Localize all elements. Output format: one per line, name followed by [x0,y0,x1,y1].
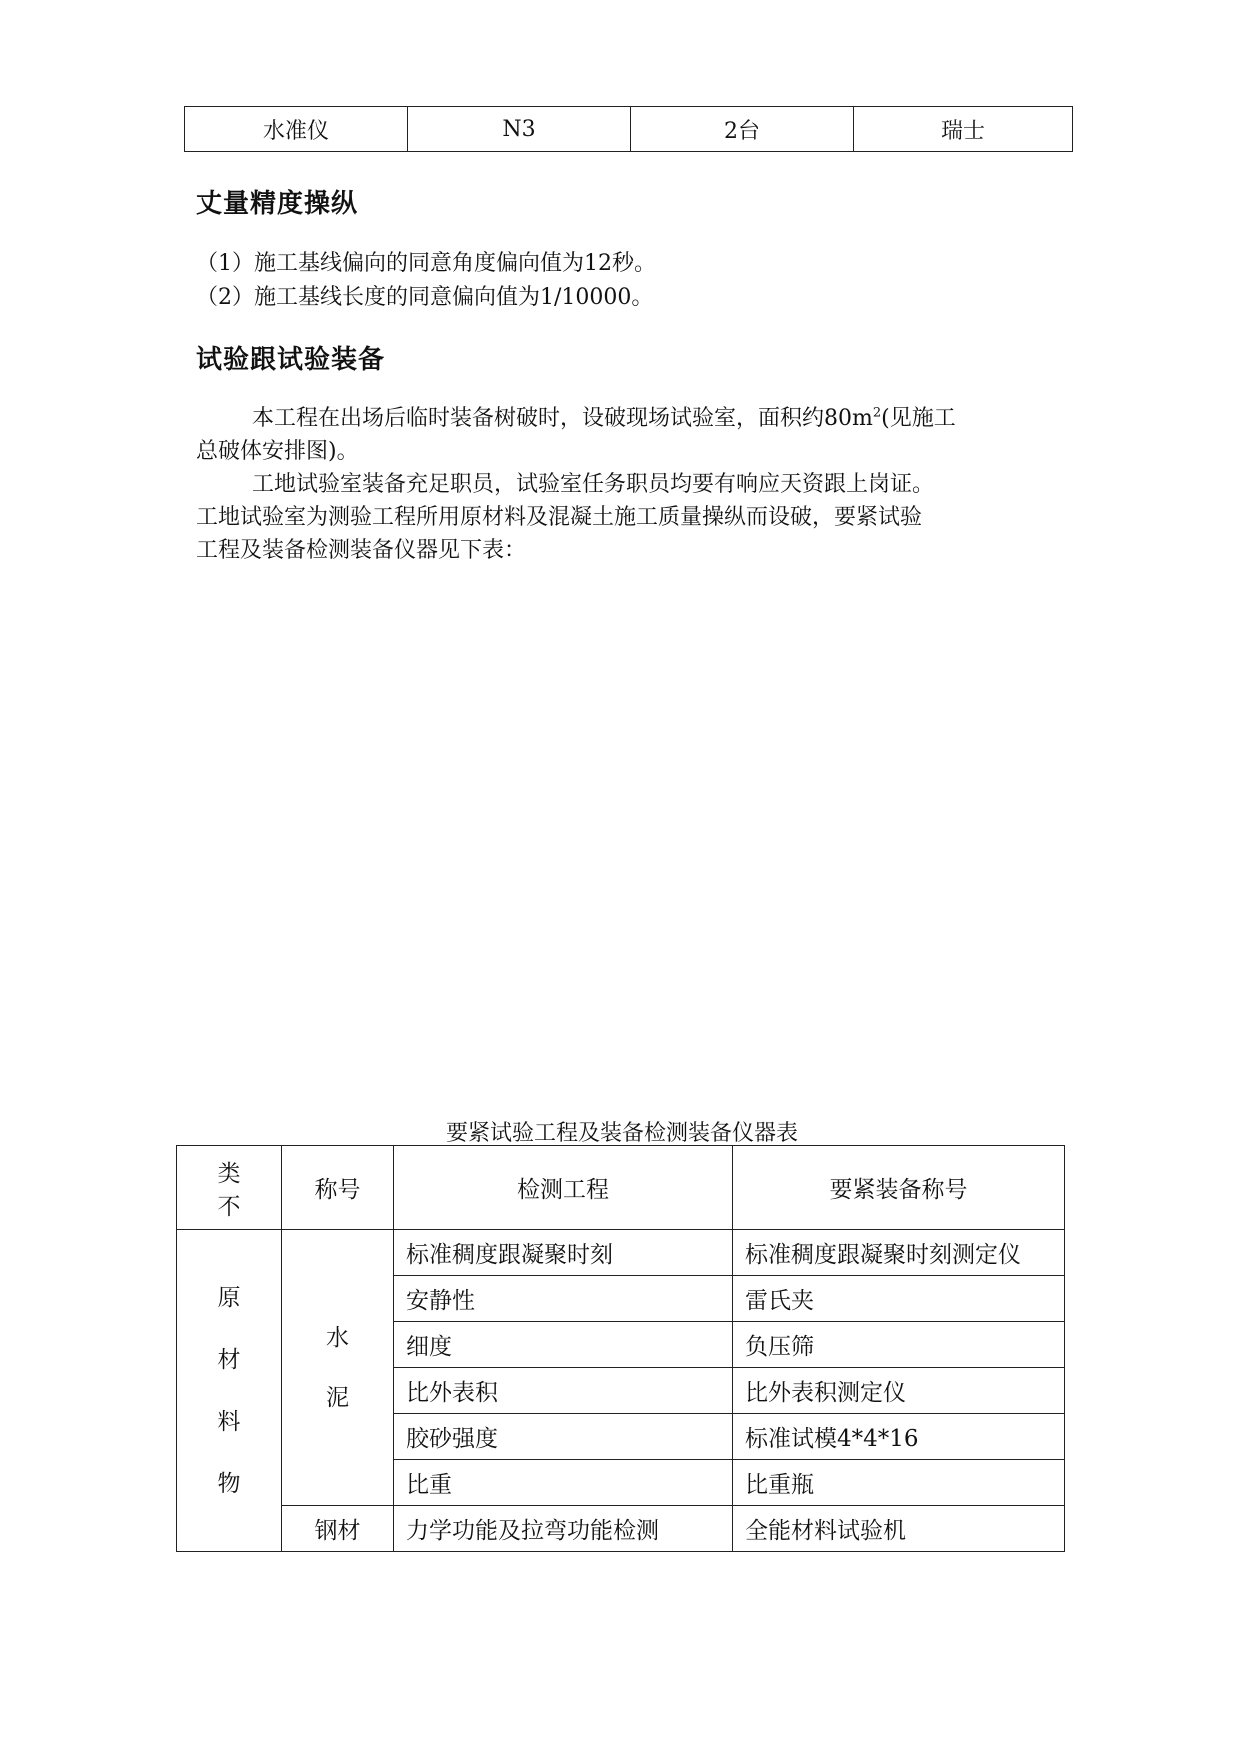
equipment-cell: 标准稠度跟凝聚时刻测定仪 [733,1230,1065,1276]
test-item-cell: 比重 [394,1460,733,1506]
category-cell-raw-materials: 原 材 料 物 [177,1230,282,1552]
section-heading-lab: 试验跟试验装备 [196,345,386,375]
test-item-cell: 力学功能及拉弯功能检测 [394,1506,733,1552]
table-row [185,107,1073,152]
lab-paragraph-1-line-2: 总破体安排图)。 [196,439,359,464]
equipment-cell: 全能材料试验机 [733,1506,1065,1552]
instrument-name-cell: 水准仪 [185,107,408,152]
test-item-cell: 标准稠度跟凝聚时刻 [394,1230,733,1276]
precision-item-1: （1）施工基线偏向的同意角度偏向值为12秒。 [196,251,656,276]
lab-paragraph-2-line-3: 工程及装备检测装备仪器见下表： [196,538,527,563]
equipment-cell: 负压筛 [733,1322,1065,1368]
test-item-cell: 细度 [394,1322,733,1368]
table-row [177,1230,1065,1276]
equipment-cell: 比外表积测定仪 [733,1368,1065,1414]
equipment-cell: 标准试模4*4*16 [733,1414,1065,1460]
equipment-cell: 雷氏夹 [733,1276,1065,1322]
name-cell-steel: 钢材 [282,1506,394,1552]
header-test-item: 检测工程 [394,1146,733,1230]
equipment-table [176,1145,1065,1552]
table-caption: 要紧试验工程及装备检测装备仪器表 [445,1121,798,1146]
precision-item-2: （2）施工基线长度的同意偏向值为1/10000。 [196,285,654,310]
equipment-cell: 比重瓶 [733,1460,1065,1506]
table-row [177,1506,1065,1552]
test-item-cell: 胶砂强度 [394,1414,733,1460]
lab-paragraph-2-line-1: 工地试验室装备充足职员，试验室任务职员均要有响应天资跟上岗证。 [252,472,935,497]
instrument-table [184,106,1073,152]
test-item-cell: 安静性 [394,1276,733,1322]
instrument-origin-cell: 瑞士 [854,107,1073,152]
table-header-row [177,1146,1065,1230]
instrument-model-cell: N3 [408,107,631,152]
header-category: 类 不 [177,1146,282,1230]
name-cell-cement: 水 泥 [282,1230,394,1506]
header-equipment: 要紧装备称号 [733,1146,1065,1230]
test-item-cell: 比外表积 [394,1368,733,1414]
lab-paragraph-2-line-2: 工地试验室为测验工程所用原材料及混凝土施工质量操纵而设破，要紧试验 [196,505,923,530]
section-heading-precision: 丈量精度操纵 [196,189,359,219]
header-name: 称号 [282,1146,394,1230]
lab-paragraph-1-line-1: 本工程在出场后临时装备树破时，设破现场试验室，面积约$80m^2$(见施工 [252,405,956,431]
instrument-quantity-cell: 2台 [631,107,854,152]
